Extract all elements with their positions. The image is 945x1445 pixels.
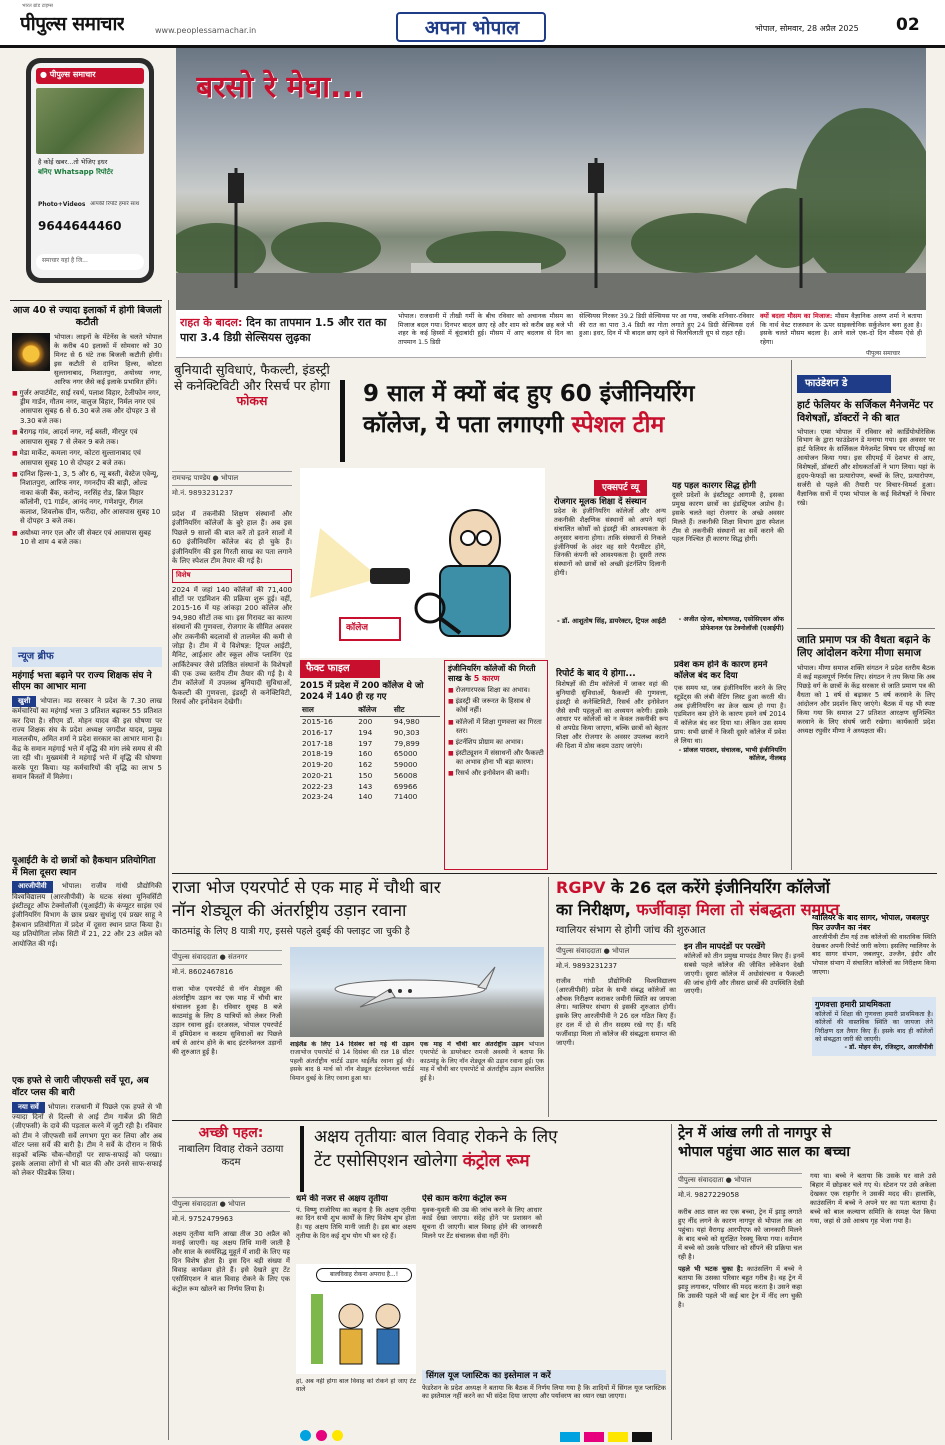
plastic-note [422, 1370, 666, 1440]
list-item: ■ इंटर्नशिप प्रोग्राम का अभाव। [448, 738, 544, 747]
color-bar [632, 1432, 652, 1442]
brief-tag-2: आरजीपीवी [12, 881, 53, 892]
caption-col3: क्यों बदला मौसम का मिजाज: मौसम वैज्ञानिक अरुण शर्मा ने बताया कि नार्थ वेस्ट राजस्थान के ऊपर साइक्लोनिक सर्कुलेशन बना हुआ है। इसके चलते मौसम बदला है। आने वाले एक-दो दिन मौसम ऐसे ही रहेगा। [760, 312, 922, 346]
akshaya-headline-2: टेंट एसोसिएशन खोलेगा [314, 1150, 458, 1171]
cartoon-caption: हां, अब नहीं होगा बाल विवाह को रोकने हो जाए टेंट वाले [296, 1378, 416, 1394]
caption-col2: सेल्सियस गिरकर 39.2 डिग्री सेल्सियस पर आ गया, जबकि शनिवार-रविवार की रात का पारा 3.4 डिग्री का गोता लगाते हुए 24 डिग्री सेल्सियस दर्ज हुआ। इधर, दिन में भी बादल छाए रहने से चिलचिलाती धूप से राहत रही। [579, 312, 754, 338]
news-brief-tag: न्यूज ब्रीफ [12, 647, 162, 667]
airport-mobile: मो.नं. 8602467816 [172, 968, 234, 977]
rgpv-side-headline: ग्वालियर के बाद सागर, भोपाल, जबलपुर फिर उज्जैन का नंबर [812, 913, 929, 933]
masthead [0, 0, 945, 48]
brief-headline-3: एक हफ्ते से जारी जीएफसी सर्वे पूरा, अब वॉटर प्लस की बारी [12, 1076, 149, 1098]
logo-icon: ● [40, 70, 50, 79]
bulb-icon [12, 333, 50, 371]
dateline: भोपाल, सोमवार, 28 अप्रैल 2025 [755, 24, 859, 33]
table-cell: 65000 [393, 749, 418, 759]
whatsapp-brand: ● पीपुल्स समाचार [36, 68, 144, 84]
quality-name: - डॉ. मोहन सेन, रजिस्ट्रार, आरजीपीवी [844, 1044, 933, 1052]
engg-body-1: प्रदेश में तकनीकी शिक्षण संस्थानों और इंजीनियरिंग कॉलेजों के बुरे हाल हैं। अब इस पिछले 9 सालों की बात करें तो इतने सालों में 60 इंजीनियरिंग कॉलेज बंद हो चुके हैं। इंजीनियरिंग की इस गिरती साख का पता लगाने के लिए स्पेशल टीम तैयार की गई है। [172, 510, 292, 565]
table-cell: 2015-16 [302, 717, 333, 726]
table-cell: 200 [358, 717, 373, 726]
whatsapp-reply-bar[interactable]: समाचार यहां है जि... [36, 254, 144, 270]
control-headline: ऐसे काम करेगा कंट्रोल रूम [422, 1194, 507, 1204]
fact-file [300, 660, 440, 870]
admission-name: - प्रांजल पाराशर, संचालक, भाभी इंजीनियरिंग कॉलेज, नीलबड़ [678, 745, 786, 763]
engg-body-2: 2024 में जहां 140 कॉलेजों की 71,400 सीटों पर एडमिशन की प्रक्रिया शुरू हुई। वहीं, 2015-16 में यह आंकड़ा 200 कॉलेज और 94,980 सीटों तक था। इस गिरावट का कारण संस्थानों की गुणवत्ता, रोजगार के सीमित अवसर और तकनीकी बदलावों से तालमेल की कमी से जोड़ा है। टीम में ये विशेषज्ञ: ट्रिपल आईटी, मैनिट, आईआर और स्कूल ऑफ प्लानिंग एंड आर्किटेक्चर जैसे प्रतिष्ठित संस्थानों के विशेषज्ञों की एक उच्च स्तरीय टीम तैयार की गई है। ये टीम कॉलेजों में उपलब्ध बुनियादी सुविधाओं, फैकल्टी की गुणवत्ता, इंडस्ट्री से कनेक्टिविटी, रिसर्च और इनोवेशन देखेगी। [172, 585, 292, 707]
rgpv-params [684, 941, 804, 1115]
table-cell: 2017-18 [302, 738, 333, 748]
expert-view [554, 480, 784, 656]
rgpv-side-body: आरजीपीवी टीम गई तक कॉलेजों की वास्तविक स्थिति देखकर अपनी रिपोर्ट जारी करेगा। इसलिए ग्वालियर के बाद सागर संभाग, जबलपुर, उज्जैन, इंदौर और भोपाल संभाग में संचालित कॉलेजों का निरीक्षण किया जाएगा। [812, 933, 936, 976]
expert-tag: एक्सपर्ट व्यू [594, 480, 647, 496]
train-story [678, 1124, 936, 1440]
engg-headline-line1: 9 साल में क्यों बंद हुए 60 इंजीनियरिंग [363, 381, 695, 407]
table-cell: 140 [358, 792, 373, 802]
whatsapp-photo-label: Photo+Videos [38, 201, 86, 208]
brief-body-2: आरजीपीवी भोपाल। राजीव गांधी प्रौद्योगिकी विश्वविद्यालय (आरजीपीवी) के घटक संस्था यूनिवर्सिटी इंस्टीट्यूट ऑफ टेक्नोलॉजी (यूआईटी) के कंप्यूटर साइंस एवं इंजीनियरिंग विभाग के छात्र प्रखर सुधांशु एवं प्रखर साहू ने हैकथान प्रतियोगिता में प्रदेश में दूसरा स्थान प्राप्त किया है। यह प्रतियोगिता लोक सिटी में 21, 22 और 23 अप्रैल को आयोजित की गई। [12, 882, 162, 948]
cartoon-illustration [300, 468, 545, 658]
brief-tag-1: खुशी [12, 696, 36, 707]
expert2-body: दूसरे प्रदेशों के इंस्टीट्यूट आगामी है, इसका प्रमुख कारण छात्रों का इंडस्ट्रियल अप्रोच है। इसके चलते वहां रोजगार के अच्छे अवसर मिलते हैं। तकनीकी शिक्षा विभाग द्वारा स्पेशल टीम से तकनीकी संस्थानों का सर्वे कराने की पहल निश्चित ही कारगर सिद्ध होगी। [672, 491, 784, 544]
airport-photo [290, 947, 544, 1037]
table-row [300, 760, 440, 771]
kicker-focus: फोकस [236, 393, 268, 409]
list-item: ■ रिसर्च और इनोवेशन की कमी। [448, 769, 544, 778]
registration-mark [332, 1430, 343, 1441]
engg-headline [340, 380, 786, 462]
engg-byline [172, 468, 292, 499]
caste-body: भोपाल। मीणा समाज शक्ति संगठन ने प्रदेश स्तरीय बैठक में कई महत्वपूर्ण निर्णय लिए। संगठन ने तय किया कि अब पिछड़े वर्ग के छात्रों के केंद्र सरकार से जाति प्रमाण पत्र की वैधता को 1 वर्ष से बढ़ाकर 5 वर्ष करवाने के लिए आंदोलन और प्रदर्शन किए जाएंगे। बैठक में यह भी स्पष्ट किया गया कि समाज 27 प्रतिशत आरक्षण सुनिश्चित करवाने के लिए संघर्ष जारी रखेगा। कार्यकारी प्रदेश अध्यक्ष रघुवीर मीणा ने अध्यक्षता की। [797, 663, 935, 735]
expert-col2 [672, 480, 784, 656]
report-body: विशेषज्ञों की टीम कॉलेजों में जाकर वहां की बुनियादी सुविधाओं, फैकल्टी की गुणवत्ता, इंडस्ट्री से कनेक्टिविटी, रिसर्च और इनोवेशन जैसे सभी पहलुओं का अध्ययन करेगी। इसके आधार पर कॉलेजों को न केवल तकनीकी रूप से अपग्रेड किया जाएगा, बल्कि छात्रों को बेहतर शिक्षा और रोजगार के अवसर उपलब्ध कराने की दिशा में ठोस कदम उठाए जाएंगे। [556, 680, 668, 750]
train-body-col2: गया था। बच्चे ने बताया कि उसके घर वाले उसे बिहार में छोड़कर चले गए थे। स्टेशन पर उसे अकेला देखकर एक राहगीर ने उसकी मदद की। हालांकि, काउंसलिंग में बच्चे ने अपने घर का पता बताया है। बच्चे को बाल कल्याण समिति के समक्ष पेश किया गया, जहां से उसे आश्रय गृह भेजा गया है। [810, 1172, 936, 1225]
photo-tag: पीपुल्स समाचार [866, 350, 901, 357]
website-url[interactable]: www.peoplessamachar.in [155, 26, 257, 35]
engg-headline-focus: स्पेशल टीम [571, 411, 665, 438]
rgpv-headline-3: फर्जीवाड़ा मिला तो संबद्धता समाप्त [636, 900, 840, 920]
news-brief-section [12, 645, 162, 1440]
table-cell: 71400 [393, 792, 418, 802]
list-item: ■ बैरागढ़ गांव, आदर्श नगर, नई बस्ती, मीरपुर एवं आसपास सुबह 7 से लेकर 9 बजे तक। [12, 428, 162, 447]
table-cell: 56008 [393, 770, 418, 780]
whatsapp-note: आपकी रिपोर्ट हमारे साथ [90, 201, 140, 207]
plastic-body: फेडरेशन के प्रदेश अध्यक्ष ने बताया कि बैठक में निर्णय लिया गया है कि शादियों में सिंगल यूज प्लास्टिक का इस्तेमाल नहीं करने का भी संदेश दिया जाएगा और पर्यावरण का ध्यान रखा जाएगा। [422, 1383, 666, 1401]
akshaya-headline [300, 1126, 666, 1192]
caste-certificate [797, 634, 935, 870]
table-cell: 2016-17 [302, 727, 333, 737]
foundation-headline: हार्ट फेलियर के सर्जिकल मैनेजमेंट पर विशेषज्ञों, डॉक्टरों ने की बात [797, 399, 933, 424]
reporter-name: रामचन्द्र पाण्डेय ● भोपाल [172, 471, 292, 486]
train-subhead: पहले भी भटक चुका है: [678, 1264, 744, 1273]
table-cell: 162 [358, 760, 373, 770]
reasons-box [444, 660, 548, 870]
col-seats: सीट [392, 705, 440, 716]
detective-cartoon [300, 468, 545, 658]
reporter-mobile: मो.नं. 9893231237 [172, 489, 234, 498]
train-headline-2: भोपाल पहुंचा आठ साल का बच्चा [678, 1143, 850, 1160]
whatsapp-phone[interactable]: 9644644460 [38, 219, 122, 233]
rgpv-headline-acronym: RGPV [556, 878, 606, 897]
power-cut-headline: आज 40 से ज्यादा इलाकों में होगी बिजली कटौती [12, 305, 162, 329]
report-headline: रिपोर्ट के बाद ये होगा... [556, 669, 636, 679]
rgpv-headline-1: के 26 दल करेंगे इंजीनियरिंग कॉलेजों [611, 878, 830, 897]
list-item: ■ अयोध्या नगर एल और जी सेक्टर एवं आसपास सुबह 10 से शाम 4 बजे तक। [12, 529, 162, 548]
masthead-tagline: भारत ब्रांड टाइम्स [22, 3, 53, 9]
train-body: करीब आठ साल का एक बच्चा, ट्रेन में झाड़ू लगाते हुए नींद लगने के कारण नागपुर से भोपाल तक आ पहुंचा। यहां वैरागढ़ आरपीएफ को जानकारी मिलने के बाद बच्चे को सुरक्षित रेस्क्यू किया गया। वर्तमान में बच्चे को उसके परिवार को सौंपने की प्रक्रिया चल रही है। [678, 1208, 802, 1261]
brief-headline-1: महंगाई भत्ता बढ़ाने पर राज्य शिक्षक संघ ने सीएम का आभार माना [12, 670, 152, 693]
table-cell: 160 [358, 749, 373, 759]
akshaya-body: अक्षय तृतीया यानि आखा तीज 30 अप्रैल को मनाई जाएगी। यह अक्षय तिथि मानी जाती है और साल के स्वयंसिद्ध मुहूर्त में शादी के लिए यह दिन विशेष होता है। इस दिन बड़ी संख्या में विवाह कार्यक्रम होते हैं। इसे देखते हुए टेंट एसोसिएशन ने बाल विवाह रोकने के लिए एक कंट्रोल रूम खोलने का निर्णय लिया है। [172, 1230, 290, 1293]
table-cell: 194 [358, 727, 373, 737]
rgpv-params-body: कॉलेजों को तीन प्रमुख मापदंड तैयार किए हैं। इनमें सबसे पहले कॉलेज की जीवित लोकेशन देखी जाएगी। दूसरा कॉलेज में अधोसंरचना व फैकल्टी की जांच होगी और तीसरा छात्रों की उपस्थिति देखी जाएगी। [684, 952, 804, 996]
whatsapp-promo[interactable] [26, 58, 154, 283]
airport-byline: पीपुल्स संवाददाता ● संतनगर [172, 950, 282, 965]
table-cell: 90,303 [393, 727, 420, 737]
rgpv-byline: पीपुल्स संवाददाता ● भोपाल [556, 944, 676, 959]
good-initiative-tag: अच्छी पहल: [198, 1125, 264, 1141]
table-cell: 143 [358, 781, 373, 791]
train-headline-1: ट्रेन में आंख लगी तो नागपुर से [678, 1125, 832, 1141]
airport-caption-2: एक माह में चौथी बार अंतर्राष्ट्रीय उड़ान भोपाल एयरपोर्ट के डायरेक्टर रामजी अवस्थी ने बताया कि काठमांडू के लिए नॉन शेड्यूल की उड़ान रवाना हुई। एक माह में चौथी बार एयरपोर्ट से अंतर्राष्ट्रीय उड़ान संचालित हुई है। [420, 1041, 544, 1082]
table-row [300, 738, 440, 749]
list-item: ■ रोजगारपरक शिक्षा का अभाव। [448, 686, 544, 695]
college-sign: कॉलेज [346, 623, 369, 633]
table-cell: 79,899 [393, 738, 420, 748]
rgpv-mobile: मो.नं. 9893231237 [556, 962, 618, 971]
good-initiative [172, 1124, 290, 1188]
control-room [422, 1194, 542, 1370]
power-cut-section [12, 305, 162, 645]
list-item: ■ इंडस्ट्री की जरूरत के हिसाब से कोर्स नहीं। [448, 697, 544, 715]
airport-headline-1: राजा भोज एयरपोर्ट से एक माह में चौथी बार [172, 878, 441, 898]
hero-photo [176, 48, 926, 310]
expert1-name: - डॉ. आशुतोष सिंह, डायरेक्टर, ट्रिपल आईटी [556, 617, 666, 626]
engg-headline-line2: कॉलेज, ये पता लगाएगी [363, 411, 564, 438]
admission-drop [674, 660, 786, 870]
control-body: युवक-युवती की उम्र की जांच करने के लिए आधार कार्ड देखा जाएगा। संदेह होने पर प्रशासन को सूचना दी जाएगी। बाल विवाह होने की जानकारी मिलने पर टेंट संचालक सेवा नहीं देंगे। [422, 1205, 542, 1241]
whatsapp-line2: बनिए Whatsapp रिपोर्टर [38, 168, 113, 176]
table-row [300, 716, 440, 727]
whatsapp-photo [36, 88, 144, 154]
registration-mark [316, 1430, 327, 1441]
engg-body-col1 [172, 510, 292, 870]
akshaya-mobile: मो.नं. 9752479963 [172, 1215, 234, 1224]
table-cell: 2022-23 [302, 781, 333, 791]
plastic-headline: सिंगल यूज प्लास्टिक का इस्तेमाल न करें [422, 1370, 666, 1384]
table-cell: 2023-24 [302, 792, 333, 802]
col-year: साल [300, 705, 356, 716]
list-item: ■ मेडा मार्केट, कमला नगर, कोटरा सुल्तानाबाद एवं आसपास सुबह 10 से दोपहर 2 बजे तक। [12, 449, 162, 468]
reasons-list [448, 686, 544, 779]
fact-table [300, 705, 440, 803]
train-subsection: पहले भी भटक चुका है: काउंसलिंग में बच्चे ने बताया कि उसका परिवार बहुत गरीब है। वह ट्रेन में झाड़ू लगाकर, परिवार की मदद करता है। उसने कहा कि उसकी पहले भी कई बार ट्रेन में नींद लग चुकी है। [678, 1264, 802, 1309]
reasons-headline: इंजीनियरिंग कॉलेजों की गिरती साख के 5 कारण [448, 664, 536, 683]
wedding-cartoon [296, 1264, 416, 1374]
engg-kicker [172, 362, 332, 462]
page-number: 02 [896, 15, 920, 35]
special-banner: विशेष [172, 569, 292, 582]
airport-caption-1: शाईलैंड के लिए 14 दिसंबर को गई थी उड़ान राजाभोज एयरपोर्ट से 14 दिसंबर की रात 18 सीटर पहली अंतर्राष्ट्रीय चार्टर्ड उड़ान थाईलैंड रवाना हुई थी। इसके बाद 8 मार्च को नॉन शेड्यूल इंटरनेशनल चार्टर्ड विमान दुबई के लिए रवाना हुआ था। [290, 1041, 414, 1082]
table-row [300, 792, 440, 803]
foundation-body: भोपाल। एम्स भोपाल में रविवार को कार्डियोथोरेसिक विभाग के द्वारा फाउंडेशन डे मनाया गया। इस अवसर पर हार्ट फेलियर के सर्जिकल मैनेजमेंट विषय पर सीएमई का आयोजन किया गया। इस सीएमई में देशभर से आए, विशेषज्ञों, डॉक्टरों और शोधकर्ताओं ने भाग लिया। यहां के हृदय-फेफड़ों का प्रत्यारोपण, बच्चों के लिए, प्रत्यारोपण, सर्जरी से पहले की तैयारी पर विचार-विमर्श हुआ। वैज्ञानिक सत्रों में एम्स भोपाल के कई विशेषज्ञों ने विचार रखे। [797, 427, 935, 508]
table-cell: 69966 [393, 781, 418, 791]
airport-headline-2: नॉन शेड्यूल की अंतर्राष्ट्रीय उड़ान रवाना [172, 900, 407, 921]
rgpv-headline-2: का निरीक्षण, [556, 900, 631, 920]
newspaper-logo[interactable]: पीपुल्स समाचार [20, 13, 125, 35]
dharm-body: पं. विष्णु राजोरिया का कहना है कि अक्षय तृतीया का दिन सभी शुभ कार्यों के लिए विशेष शुभ होता है। यह अक्षय तिथि मानी जाती है। इस बार अक्षय तृतीया के दिन कई शुभ योग भी बन रहे हैं। [296, 1205, 416, 1241]
list-item: ■ दानिश हिल्स-1, 3, 5 और 6, न्यू बस्ती, वेस्टेज एवेन्यू, निशातपुरा, आरिफ नगर, गगनदीप की बाड़ी, ओल्ड नाका कंजी बैंक, करोन्द, नरसिंह रोड, ब्रिज विहार कॉलोनी, ए1 गार्डन, आनंद नगर, गणेशपुर, रीगल कलाश, शिवलोक ग्रीन, फरीदा, और आसपास सुबह 10 से दोपहर 3 बजे तक। [12, 470, 162, 527]
rgpv-story [556, 877, 936, 1117]
train-byline: पीपुल्स संवाददाता ● भोपाल [678, 1173, 802, 1188]
brief-tag-3: नया सर्वे [12, 1102, 45, 1113]
quality-box [812, 997, 936, 1055]
fact-file-headline: 2015 में प्रदेश में 200 कॉलेज थे जो 2024 में 140 ही रह गए [300, 680, 424, 702]
admission-headline: प्रवेश कम होने के कारण हमने कॉलेज बंद कर दिया [674, 660, 768, 681]
power-cut-list [12, 389, 162, 548]
registration-mark [300, 1430, 311, 1441]
brief-body-1: खुशी भोपाल। मप्र सरकार ने प्रदेश के 7.30 लाख कर्मचारियों का महंगाई भत्ता 3 प्रतिशत बढ़ाकर 55 प्रतिशत कर दिया है। सीएम डॉ. मोहन यादव की इस घोषणा पर राज्य शिक्षक संघ के प्रदेश अध्यक्ष जगदीश यादव, प्रमुख माललवीय, अमित शर्मा ने प्रदेश सरकार का आभार माना है। केंद्र के समान महंगाई भत्ते में वृद्धि की मांग लंबे समय से की जा रही थी। मुख्यमंत्री ने महंगाई भत्ते में वृद्धि की घोषणा करके पूरा किया। यह कर्मचारियों की वृद्धि का लाभ 5 समान किस्तों में मिलेगा। [12, 696, 162, 781]
table-cell: 94,980 [393, 717, 420, 726]
akshaya-headline-focus: कंट्रोल रूम [462, 1150, 530, 1171]
reasons-count: 5 कारण [473, 674, 500, 683]
rgpv-side [812, 913, 936, 1115]
hero-title: बरसो रे मेघा... [196, 70, 365, 105]
table-cell: 59000 [393, 760, 418, 770]
table-row [300, 727, 440, 738]
table-row [300, 749, 440, 760]
list-item: ■ कॉलेजों में शिक्षा गुणवत्ता का गिरता स्तर। [448, 718, 544, 736]
expert1-body: प्रदेश के इंजीनियरिंग कॉलेजों और अन्य तकनीकी शैक्षणिक संस्थानों को अपने यहां संचालित कोर्सों को इंडस्ट्री की आवश्यकता के अनुसार बनाना होगा। ताकि संस्थानों से निकले इंजीनियर्स के अंदर वह सारे पैरामीटर होंगे, जिनकी कंपनी को आवश्यकता है। दूसरी तरफ संस्थानों को छात्रों को अच्छी इंटर्नशिप दिलानी होगी। [554, 507, 666, 578]
color-bar [560, 1432, 580, 1442]
caption-headline: राहत के बादल: दिन का तापमान 1.5 और रात का पारा 3.4 डिग्री सेल्सियस लुढ़का [180, 316, 387, 344]
akshaya-byline: पीपुल्स संवाददाता ● भोपाल [172, 1197, 290, 1212]
caption-col1: भोपाल। राजधानी में तीखी गर्मी के बीच रविवार को अचानक मौसम का मिजाज बदल गया। दिनभर बादल छाए रहे और शाम को करीब छह बजे भी शहर के कई हिस्सों में बूंदाबांदी हुई। मौसम में आए बदलाव से दिन का तापमान 1.5 डिग्री [398, 312, 573, 346]
expert2-name: - अजीत रहेजा, कोषाध्यक्ष, एसोसिएशन ऑफ प्रोफेशनल एंड टेक्नोलॉजी (एआईपी) [678, 616, 784, 632]
rgpv-params-headline: इन तीन मापदंडों पर परखेंगे [684, 941, 766, 951]
list-item: ■ गुर्जर अपार्टमेंट, साई रवर्थ, पलाश विहार, टेलीफोन नगर, ड्रीम गार्डन, गौतम नगर, वालुज विहार, निर्मल नगर एवं आसपास सुबह 6 से 6.30 बजे तक और दोपहर 3 से 3.30 बजे तक। [12, 389, 162, 427]
table-cell: 2020-21 [302, 770, 333, 780]
airport-subhead: काठमांडू के लिए 8 यात्री गए, इससे पहले दुबई की फ्लाइट जा चुकी है [172, 925, 410, 937]
table-cell: 150 [358, 770, 373, 780]
good-initiative-sub: नाबालिग विवाह रोकने उठाया कदम [178, 1143, 284, 1168]
expert1-headline: रोजगार मूलक शिक्षा दें संस्थान [554, 496, 647, 506]
caste-headline: जाति प्रमाण पत्र की वैधता बढ़ाने के लिए आंदोलन करेगा मीणा समाज [797, 634, 931, 660]
foundation-tag: फाउंडेशन डे [797, 375, 891, 393]
rgpv-body: राजीव गांधी प्रौद्योगिकी विश्वविद्यालय (आरजीपीवी) प्रदेश के सभी संबद्ध कॉलेजों का औचक निरीक्षण कराकर जमीनी स्थिति का जायजा लेगा। ग्वालियर संभाग से इसकी शुरुआत होगी। इसके लिए आरजीपीवी ने 26 दल गठित किए हैं। हर दल में दो से तीन सदस्य रखे गए हैं। यदि फर्जीवाड़ा मिला तो कॉलेज की संबद्धता समाप्त की जाएगी। [556, 977, 676, 1047]
col-colleges: कॉलेज [356, 705, 392, 716]
hero-caption [176, 310, 926, 358]
section-title: अपना भोपाल [424, 17, 520, 39]
akshaya-headline-1: अक्षय तृतीयाः बाल विवाह रोकने के लिए [314, 1127, 558, 1147]
admission-body: एक समय था, जब इंजीनियरिंग करने के लिए स्टूडेंट्स की लंबी वेटिंग लिस्ट हुआ करती थी। अब इंजीनियरिंग का क्रेज खत्म हो गया है। एडमिशन कम होने के कारण हमने वर्ष 2014 में कॉलेज बंद कर दिया था। लेकिन उस समय प्राय: सभी छात्रों ने किसी दूसरे कॉलेज में प्रवेश ले लिया था। [674, 684, 786, 745]
fact-file-tag: फैक्ट फाइल [300, 660, 380, 678]
table-cell: 2019-20 [302, 760, 333, 770]
report-after [556, 668, 668, 868]
whatsapp-line1: है कोई खबर...तो भेजिए इधर [38, 158, 108, 166]
foundation-day [797, 375, 935, 623]
brief-headline-2: यूआईटी के दो छात्रों को हैकथान प्रतियोगिता में मिला दूसरा स्थान [12, 855, 156, 878]
color-bar [608, 1432, 628, 1442]
airplane-graphic [290, 947, 544, 1037]
kicker-text: बुनियादी सुविधाएं, फैकल्टी, इंडस्ट्री से कनेक्टिविटी और रिसर्च पर होगा [174, 362, 330, 393]
table-cell: 2018-19 [302, 749, 333, 759]
brief-body-3: नया सर्वे भोपाल। राजधानी में पिछले एक हफ्ते से भी ज्यादा दिनों से दिल्ली से आई टीम गार्बेज फ्री सिटी (जीएफसी) के दावे की पड़ताल करने में जुटी रही है। रविवार को टीम ने जीएफसी सर्वे लगभग पूरा कर लिया और अब वॉटर प्लस सर्वे की बारी है। टीम ने सर्वे के दौरान न सिर्फ सड़कों बल्कि चौक-चौराहों पर साफ-सफाई को परखा। इसके अलावा लोगों से भी बात की और उनसे साफ-सफाई को लेकर फीडबैक लिया। [12, 1102, 162, 1178]
table-cell: 197 [358, 738, 373, 748]
airport-story [172, 877, 544, 1117]
section-banner [396, 12, 546, 42]
train-mobile: मो.नं. 9827229058 [678, 1191, 740, 1200]
list-item: ■ इंस्टीट्यूशन में संसाधनों और फैकल्टी का अभाव होना भी बड़ा कारण। [448, 749, 544, 767]
dharm-headline: धर्म की नजर से अक्षय तृतीया [296, 1194, 388, 1204]
quality-body: कॉलेजों में शिक्षा की गुणवत्ता हमारी प्राथमिकता है। कॉलेजों की वास्तविक स्थिति का जायजा लेने निरीक्षण दल तैयार किए हैं। इसके बाद ही कॉलेजों को संबद्धता जारी की जाएगी। [815, 1011, 933, 1043]
akshaya-story [172, 1124, 666, 1440]
cartoon-bubble: बालविवाह रोकना अपराध है...! [316, 1268, 412, 1282]
color-bar [584, 1432, 604, 1442]
rgpv-subhead: ग्वालियर संभाग से होगी जांच की शुरुआत [556, 924, 706, 936]
table-row [300, 770, 440, 781]
table-row [300, 781, 440, 792]
power-cut-intro: भोपाल। लाइनों के मेंटेनेंस के चलते भोपाल के करीब 40 इलाकों में सोमवार को 30 मिनट से 6 घंटे तक बिजली कटौती होगी। इस कटौती से दानिश हिल्स, कोटरा सुल्तानाबाद, निशातपुरा, अयोध्या नगर, आरिफ नगर जैसे कई इलाके प्रभावित होंगे। [54, 332, 162, 386]
airport-body: राजा भोज एयरपोर्ट से नॉन शेड्यूल की अंतर्राष्ट्रीय उड़ान का एक माह में चौथी बार संचालन हुआ है। रविवार सुबह 8 बजे काठमांडू के लिए 8 यात्रियों को लेकर निजी उड़ान रवाना हुई। दरअसल, भोपाल एयरपोर्ट में इमिग्रेशन व कस्टम सुविधाओं का पिछले वर्ष से आरंभ होने के बाद इंटरनेशनल उड़ानों की शुरुआत हुई है। [172, 985, 282, 1056]
quality-headline: गुणवत्ता हमारी प्राथमिकता [815, 1000, 891, 1010]
expert2-headline: यह पहल कारगर सिद्ध होगी [672, 480, 757, 490]
expert-col1 [554, 496, 666, 656]
